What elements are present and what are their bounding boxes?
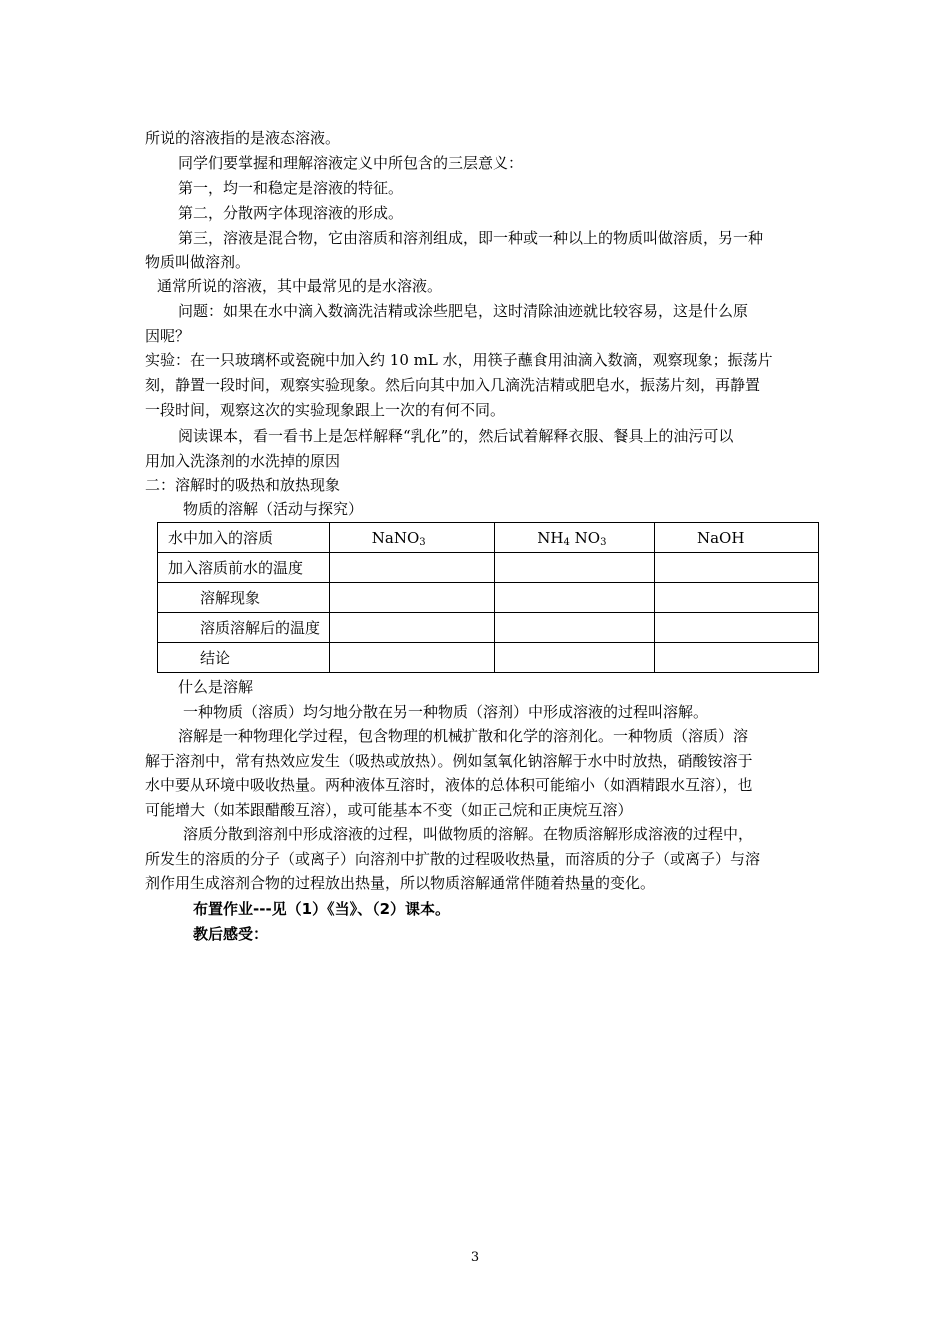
table-row-label: 加入溶质前水的温度 [158,553,330,583]
table-cell [329,583,494,613]
table-header-cell: $NH_4$ $NO_3$ [495,523,655,553]
table-cell [329,613,494,643]
homework-text: 布置作业---见（1）《当》、（2）课本。 [193,900,451,918]
table-cell [329,553,494,583]
paragraph-text: 物质叫做溶剂。 [145,253,251,271]
paragraph-text: 同学们要掌握和理解溶液定义中所包含的三层意义： [178,154,524,172]
table-row [158,523,819,553]
paragraph-text: 问题：如果在水中滴入数滴洗洁精或涂些肥皂，这时清除油迹就比较容易，这是什么原 [178,302,749,320]
table-cell [654,553,818,583]
paragraph-text: 解于溶剂中，常有热效应发生（吸热或放热）。例如氢氧化钠溶解于水中时放热，硝酸铵溶于 [145,752,753,770]
table-cell [495,613,655,643]
paragraph-text: 第三，溶液是混合物，它由溶质和溶剂组成，即一种或一种以上的物质叫做溶质，另一种 [178,229,764,247]
table-cell [329,643,494,673]
paragraph-text: 刻，静置一段时间，观察实验现象。然后向其中加入几滴洗洁精或肥皂水，振荡片刻，再静置 [145,376,761,394]
paragraph-text: 第一，均一和稳定是溶液的特征。 [178,179,404,197]
table-row [158,643,819,673]
paragraph-text: 剂作用生成溶剂合物的过程放出热量，所以物质溶解通常伴随着热量的变化。 [145,874,656,892]
table-header-cell: NaOH [654,523,818,553]
paragraph-text: 一种物质（溶质）均匀地分散在另一种物质（溶剂）中形成溶液的过程叫溶解。 [183,703,709,721]
table-cell [495,583,655,613]
table-row [158,583,819,613]
paragraph-text: 可能增大（如苯跟醋酸互溶），或可能基本不变（如正己烷和正庚烷互溶） [145,801,633,819]
paragraph-text: 实验：在一只玻璃杯或瓷碗中加入约 10 mL 水，用筷子蘸食用油滴入数滴，观察现象；振荡片 [145,351,773,369]
paragraph-text: 第二，分散两字体现溶液的形成。 [178,204,404,222]
paragraph-text: 通常所说的溶液，其中最常见的是水溶液。 [157,277,443,295]
table-row-label: 溶质溶解后的温度 [158,613,330,643]
table-cell [654,583,818,613]
table-cell [495,553,655,583]
paragraph-text: 一段时间，观察这次的实验现象跟上一次的有何不同。 [145,401,506,419]
paragraph-text: 水中要从环境中吸收热量。两种液体互溶时，液体的总体积可能缩小（如酒精跟水互溶），也 [145,776,753,794]
table-cell [495,643,655,673]
paragraph-text: 所说的溶液指的是液态溶液。 [145,129,341,147]
table-row [158,553,819,583]
table-row [158,613,819,643]
paragraph-text: 溶质分散到溶剂中形成溶液的过程，叫做物质的溶解。在物质溶解形成溶液的过程中， [183,825,754,843]
table-cell [654,613,818,643]
paragraph-text: 物质的溶解（活动与探究） [183,500,364,518]
table-header-cell: NaNO$_3$ [329,523,494,553]
paragraph-text: 因呢？ [145,327,191,345]
reflection-heading: 教后感受： [193,925,269,943]
table-row-label: 溶解现象 [158,583,330,613]
paragraph-text: 阅读课本，看一看书上是怎样解释“乳化”的，然后试着解释衣服、餐具上的油污可以 [178,427,734,445]
section-heading: 二：溶解时的吸热和放热现象 [145,476,341,494]
paragraph-text: 溶解是一种物理化学过程，包含物理的机械扩散和化学的溶剂化。一种物质（溶质）溶 [178,727,749,745]
paragraph-text: 什么是溶解 [178,678,254,696]
dissolution-table [157,522,819,673]
table-header-cell: 水中加入的溶质 [158,523,330,553]
table-cell [654,643,818,673]
paragraph-text: 所发生的溶质的分子（或离子）向溶剂中扩散的过程吸收热量，而溶质的分子（或离子）与溶 [145,850,761,868]
paragraph-text: 用加入洗涤剂的水洗掉的原因 [145,452,341,470]
page-number: 3 [470,1250,480,1265]
table-row-label: 结论 [158,643,330,673]
